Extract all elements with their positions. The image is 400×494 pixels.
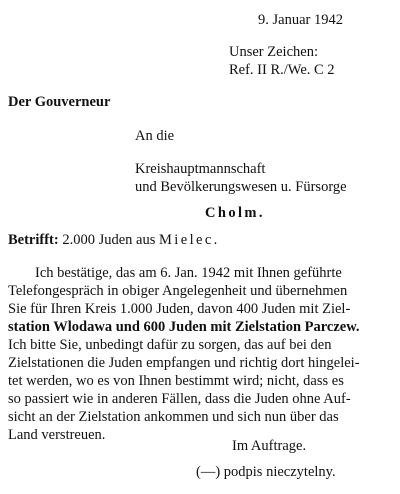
body-line: Ich bitte Sie, unbedingt dafür zu sorgen, das auf bei den [8,337,332,353]
body-line: Zielstationen die Juden empfangen und richtig dort hingelei- [8,355,360,371]
body-line: so passiert wie in anderen Fällen, dass die Juden ohne Auf- [8,391,351,407]
recipient-city: Cholm. [205,205,265,221]
body-line: Ich bestätige, das am 6. Jan. 1942 mit Ihnen geführte [35,265,342,281]
recipient-line-1: An die [135,128,175,144]
letter-body [8,264,392,444]
signature-note: (—) podpis nieczytelny. [196,464,336,480]
body-line: station Wlodawa und 600 Juden mit Zielstation Parczew. [8,319,360,335]
subject-line [8,232,220,249]
recipient-line-3: und Bevölkerungswesen u. Fürsorge [135,179,347,195]
subject-text: 2.000 Juden aus [62,232,156,248]
reference-value: Ref. II R./We. C 2 [229,62,335,78]
subject-label: Betrifft: [8,232,59,248]
subject-place: Mielec. [159,232,220,248]
letter-date: 9. Januar 1942 [258,12,343,28]
closing-phrase: Im Auftrage. [232,438,307,454]
body-line: Sie für Ihren Kreis 1.000 Juden, davon 400 Juden mit Ziel- [8,301,351,317]
body-line: Telefongespräch in obiger Angelegenheit und übernehmen [8,283,348,299]
body-line: Land verstreuen. [8,427,106,443]
recipient-line-2: Kreishauptmannschaft [135,161,266,177]
body-line: tet werden, wo es von Ihnen bestimmt wird; nicht, dass es [8,373,344,389]
body-line: sicht an der Zielstation ankommen und sich nun über das [8,409,339,425]
reference-label: Unser Zeichen: [229,44,318,60]
sender-title: Der Gouverneur [8,94,111,110]
